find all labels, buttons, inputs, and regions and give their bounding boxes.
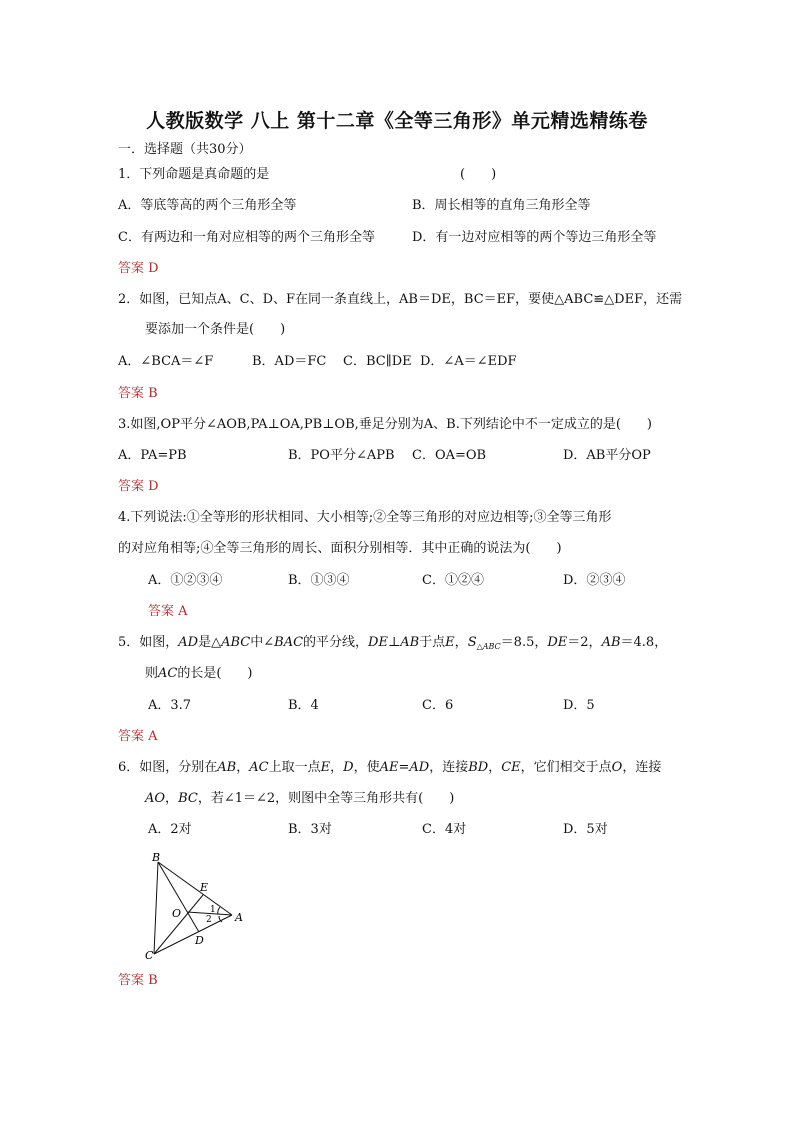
angle-1-arc	[218, 907, 220, 914]
q6-option-c: C．4对	[422, 822, 467, 837]
q2-option-d: D．∠A＝∠EDF	[420, 354, 517, 369]
q6-option-a: A．2对	[148, 822, 192, 837]
q6-var: CE	[501, 760, 521, 775]
q6-text: ，连接	[622, 760, 662, 775]
q4-answer	[148, 603, 188, 621]
q5-option-c: C．6	[422, 698, 454, 713]
q5-text: ＝8.5，	[500, 635, 548, 650]
label-e: E	[200, 881, 209, 894]
answer-label: 答案	[118, 973, 145, 988]
q6-var: AE	[379, 760, 399, 775]
q5-var: S	[467, 635, 477, 650]
q6-var: AB	[217, 760, 237, 775]
q4-answer-value: A	[178, 604, 188, 619]
page-title: 人教版数学 八上 第十二章《全等三角形》单元精选精练卷	[146, 110, 648, 132]
q6-text: 6．如图，分别在	[118, 760, 218, 775]
q6-text: ，	[165, 791, 179, 806]
q1-option-b: B．周长相等的直角三角形全等	[412, 198, 591, 213]
q6-var: BD	[468, 760, 489, 775]
q6-var: AD	[409, 760, 430, 775]
answer-label: 答案	[118, 261, 145, 276]
q6-stem-line1	[118, 759, 661, 777]
segment-bd	[158, 862, 199, 932]
q4-stem-line2: 的对应角相等;④全等三角形的周长、面积分别相等．其中正确的说法为( )	[118, 541, 562, 556]
q6-var: BC	[178, 791, 198, 806]
q3-option-b: B．PO平分∠APB	[288, 448, 395, 463]
label-angle-1: 1	[210, 905, 216, 915]
q5-var: AB	[601, 635, 621, 650]
q5-text: ＝2，	[567, 635, 602, 650]
q1-option-c: C．有两边和一角对应相等的两个三角形全等	[118, 230, 375, 245]
q6-answer-value: B	[148, 973, 158, 988]
q2-answer-value: B	[148, 386, 158, 401]
q5-answer-value: A	[148, 729, 158, 744]
q5-stem-line2	[145, 665, 253, 683]
q5-text: 则	[145, 666, 159, 681]
q3-option-a: A．PA=PB	[118, 448, 187, 463]
q1-option-d: D．有一边对应相等的两个等边三角形全等	[412, 230, 657, 245]
label-a: A	[235, 911, 243, 924]
q1-option-a: A．等底等高的两个三角形全等	[118, 198, 297, 213]
q5-text: 的平分线，	[303, 635, 369, 650]
q6-text: ，	[330, 760, 344, 775]
q1-answer	[118, 260, 159, 278]
q5-text: ⊥	[387, 635, 401, 650]
q6-text: ，	[236, 760, 250, 775]
answer-label: 答案	[118, 479, 145, 494]
q3-answer	[118, 478, 159, 496]
q5-var: E	[445, 635, 455, 650]
q5-subscript: △ABC	[476, 642, 501, 651]
segment-bc	[154, 862, 158, 954]
segment-ba	[158, 862, 232, 915]
q6-var: AC	[249, 760, 269, 775]
q1-answer-value: D	[148, 261, 159, 276]
q6-var: O	[611, 760, 623, 775]
q6-option-d: D．5对	[563, 822, 608, 837]
q3-answer-value: D	[148, 479, 159, 494]
q6-var: AO	[145, 791, 166, 806]
q5-var: DE	[368, 635, 388, 650]
q3-option-d: D．AB平分OP	[563, 448, 651, 463]
q5-option-b: B．4	[288, 698, 319, 713]
q6-text: ，它们相交于点	[520, 760, 612, 775]
q6-text: ，若∠1＝∠2，则图中全等三角形共有( )	[197, 791, 455, 806]
q5-answer	[118, 728, 158, 746]
q6-text: ，	[488, 760, 502, 775]
q2-option-c: C．BC∥DE	[343, 354, 412, 369]
q4-option-c: C．①②④	[422, 573, 484, 588]
q5-option-a: A．3.7	[148, 698, 192, 713]
label-d: D	[195, 934, 204, 947]
label-c: C	[145, 949, 154, 962]
q6-text: ，使	[353, 760, 380, 775]
q1-stem: 1．下列命题是真命题的是	[118, 167, 270, 182]
q6-var: D	[343, 760, 354, 775]
figure-lines	[154, 862, 232, 954]
q6-text: 上取一点	[268, 760, 321, 775]
answer-label: 答案	[118, 729, 145, 744]
q4-option-a: A．①②③④	[148, 573, 223, 588]
q5-var: AB	[400, 635, 420, 650]
q5-var: BAC	[274, 635, 304, 650]
q1-paren: ( )	[460, 167, 497, 182]
q4-stem-line1: 4.下列说法:①全等形的形状相同、大小相等;②全等三角形的对应边相等;③全等三角形	[118, 510, 612, 525]
q5-text: 中∠	[250, 635, 275, 650]
q6-stem-line2	[145, 790, 454, 808]
label-angle-2: 2	[206, 915, 212, 925]
q4-option-b: B．①③④	[288, 573, 350, 588]
q6-text: =	[398, 760, 410, 775]
q5-text: 的长是( )	[177, 666, 253, 681]
q6-var: E	[320, 760, 331, 775]
section-heading: 一．选择题（共30分）	[118, 142, 252, 157]
answer-label: 答案	[148, 604, 175, 619]
q5-text: 是△	[198, 635, 222, 650]
q5-stem-line1	[118, 634, 667, 656]
q3-option-c: C．OA=OB	[412, 448, 487, 463]
q5-var: DE	[547, 635, 568, 650]
label-o: O	[172, 907, 182, 920]
q3-stem: 3.如图,OP平分∠AOB,PA⊥OA,PB⊥OB,垂足分别为A、B.下列结论中不一定成立的是( )	[118, 417, 652, 432]
q2-option-a: A．∠BCA＝∠F	[118, 354, 214, 369]
q5-var: AC	[158, 666, 178, 681]
q6-geometry-figure	[140, 850, 250, 965]
q2-stem-line2: 要添加一个条件是( )	[145, 322, 286, 337]
q2-answer	[118, 385, 158, 403]
q6-answer	[118, 972, 158, 990]
q5-var: AD	[178, 635, 199, 650]
answer-label: 答案	[118, 386, 145, 401]
q4-option-d: D．②③④	[563, 573, 626, 588]
q5-text: 于点	[419, 635, 446, 650]
q2-stem-line1: 2．如图，已知点A、C、D、F在同一条直线上，AB＝DE，BC＝EF，要使△ABC≌△DEF，还需	[118, 292, 683, 307]
q5-text: ＝4.8，	[620, 635, 668, 650]
label-b: B	[152, 851, 161, 864]
q2-option-b: B．AD＝FC	[252, 354, 327, 369]
q6-option-b: B．3对	[288, 822, 332, 837]
q6-text: ，连接	[429, 760, 469, 775]
q5-var: ABC	[221, 635, 251, 650]
q5-text: ，	[454, 635, 468, 650]
q5-option-d: D．5	[563, 698, 595, 713]
q5-text: 5．如图，	[118, 635, 179, 650]
